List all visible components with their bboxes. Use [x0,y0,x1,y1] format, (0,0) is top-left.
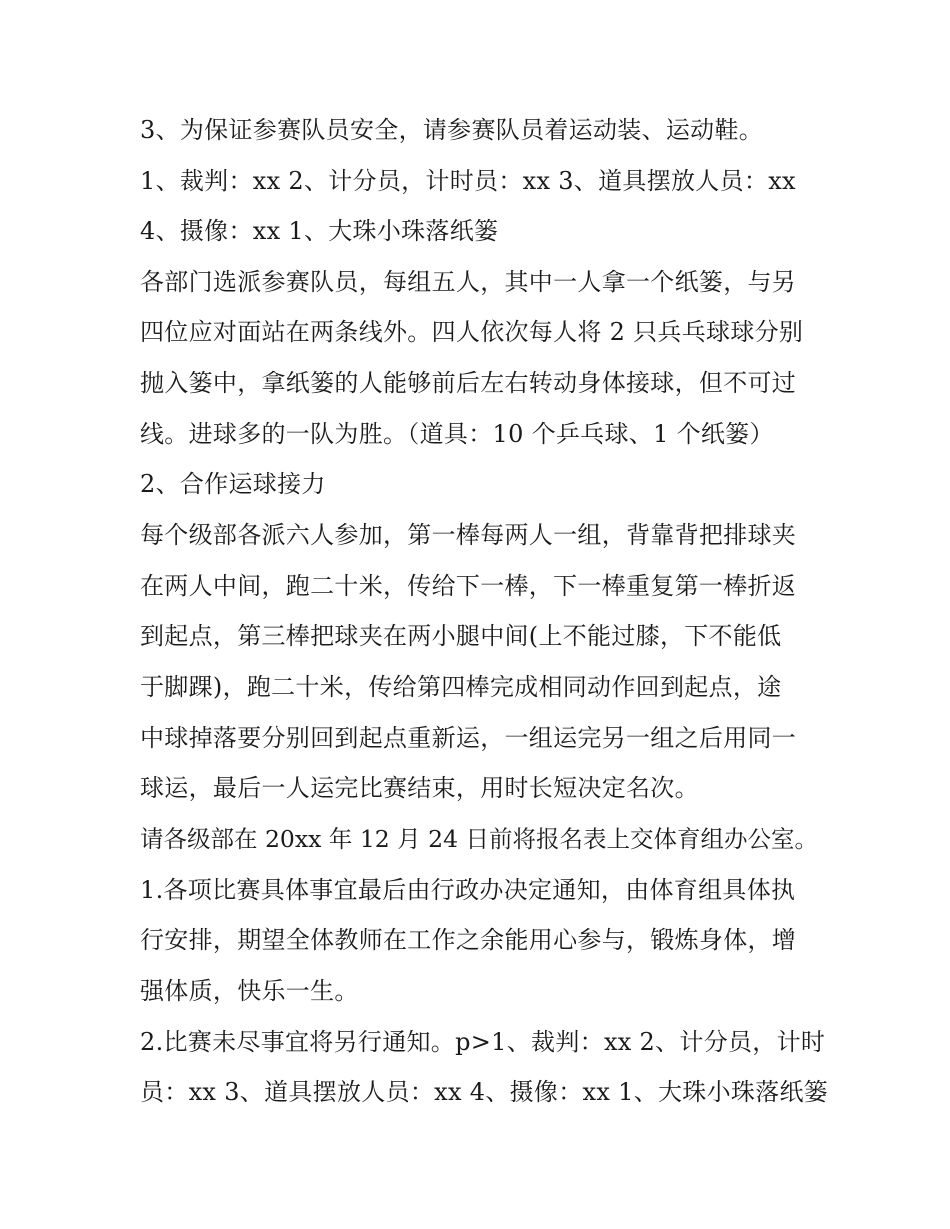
text-line: 各部门选派参赛队员，每组五人，其中一人拿一个纸篓，与另 [140,268,797,296]
text-line: 员：xx 3、道具摆放人员：xx 4、摄像：xx 1、大珠小珠落纸篓 [140,1078,829,1106]
text-line: 球运，最后一人运完比赛结束，用时长短决定名次。 [140,774,699,802]
text-line: 1、裁判：xx 2、计分员，计时员：xx 3、道具摆放人员：xx [140,167,796,195]
text-line: 每个级部各派六人参加，第一棒每两人一组，背靠背把排球夹 [140,521,797,549]
text-line: 四位应对面站在两条线外。四人依次每人将 2 只兵乓球球分别 [140,318,804,346]
text-line: 线。进球多的一队为胜。（道具：10 个乒乓球、1 个纸篓） [140,420,774,448]
text-line: 中球掉落要分别回到起点重新运，一组运完另一组之后用同一 [140,724,797,752]
text-line: 2、合作运球接力 [140,470,326,498]
text-line: 4、摄像：xx 1、大珠小珠落纸篓 [140,217,499,245]
text-line: 于脚踝)，跑二十米，传给第四棒完成相同动作回到起点，途 [140,673,782,701]
text-line: 在两人中间，跑二十米，传给下一棒，下一棒重复第一棒折返 [140,572,797,600]
text-line: 行安排，期望全体教师在工作之余能用心参与，锻炼身体，增 [140,926,797,954]
text-line: 强体质，快乐一生。 [140,977,359,1005]
text-line: 2.比赛未尽事宜将另行通知。p>1、裁判：xx 2、计分员，计时 [140,1028,826,1056]
text-line: 到起点，第三棒把球夹在两小腿中间(上不能过膝，下不能低 [140,622,782,650]
text-line: 请各级部在 20xx 年 12 月 24 日前将报名表上交体育组办公室。 [140,825,819,853]
text-line: 3、为保证参赛队员安全，请参赛队员着运动装、运动鞋。 [140,116,764,144]
text-line: 抛入篓中，拿纸篓的人能够前后左右转动身体接球，但不可过 [140,369,797,397]
text-line: 1.各项比赛具体事宜最后由行政办决定通知，由体育组具体执 [140,876,796,904]
